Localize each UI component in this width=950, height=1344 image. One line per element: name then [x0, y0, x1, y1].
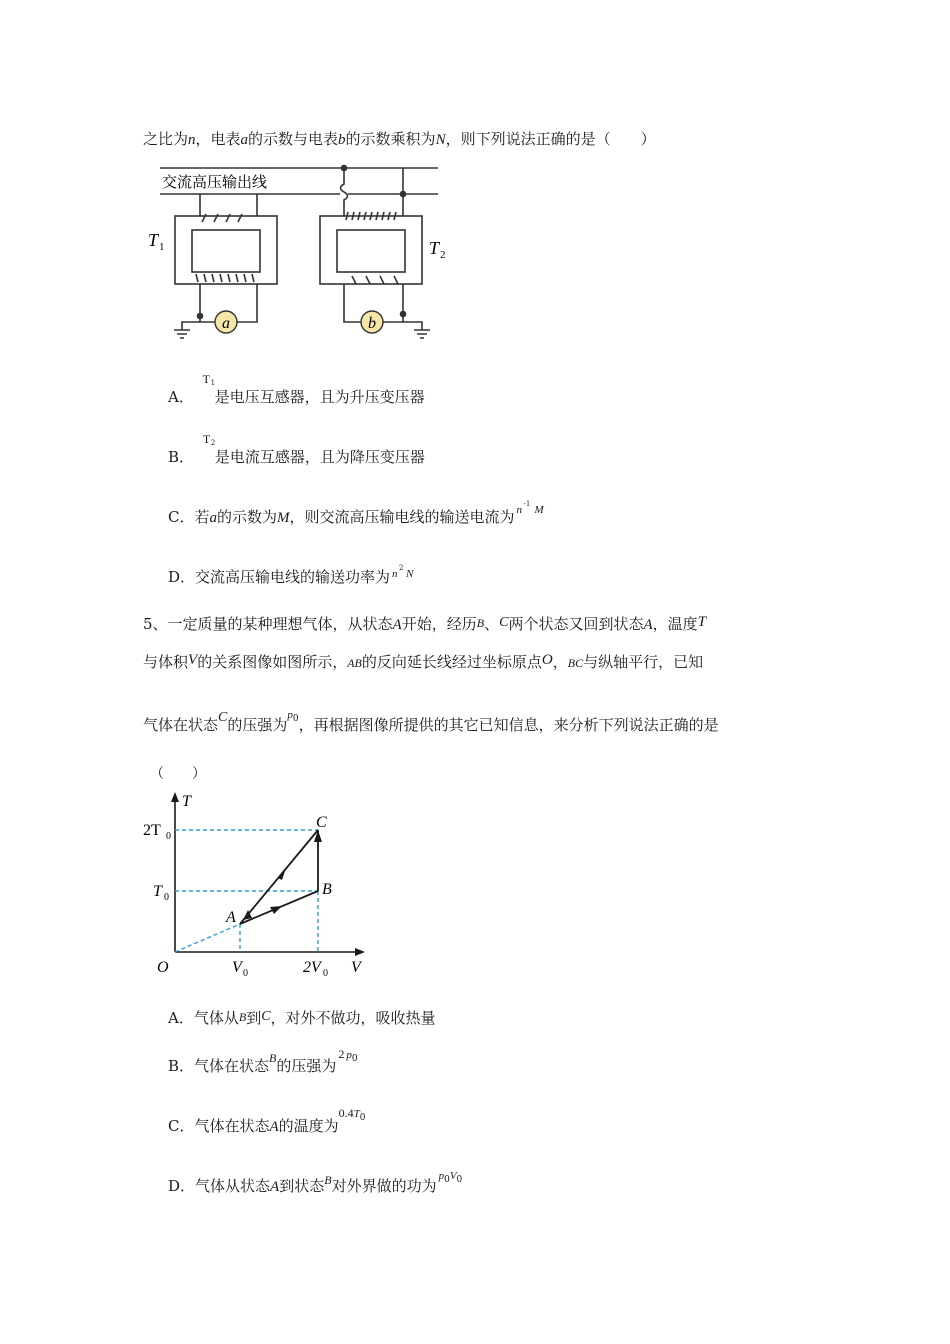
- var-A: A: [643, 617, 653, 633]
- t2-ground-symbol: [414, 330, 430, 338]
- formula-exp: 2: [399, 564, 404, 572]
- q5-text: 的压强为: [227, 716, 288, 734]
- point-a-label: A: [226, 909, 236, 926]
- y-tick-t0-sub: 0: [164, 892, 169, 903]
- option-label: A．: [168, 388, 194, 406]
- q4-stem-text: 之比为: [143, 130, 189, 148]
- y-axis-arrow: [171, 792, 179, 802]
- symbol-sub: 1: [210, 379, 216, 387]
- var-a: a: [209, 510, 217, 526]
- t2-label: T: [429, 238, 440, 258]
- t1-label: T: [148, 230, 159, 250]
- symbol-t1: [199, 372, 216, 402]
- junction-dot: [342, 166, 347, 171]
- var-A: A: [392, 617, 402, 633]
- formula-2p0: [338, 1044, 357, 1062]
- point-b-label: B: [322, 881, 332, 898]
- formula-val: 2: [338, 1047, 345, 1061]
- t1-inner-core: [192, 230, 260, 272]
- q5-text: 5、一定质量的某种理想气体，从状态: [143, 615, 393, 633]
- option-text: 对外界做的功为: [331, 1177, 437, 1195]
- formula-p: p: [287, 709, 293, 721]
- t2-outer-core: [320, 216, 422, 284]
- formula-val: 0.4: [338, 1106, 354, 1120]
- y-axis-label: T: [182, 793, 191, 810]
- var-T: T: [697, 614, 706, 630]
- symbol-t2: [199, 432, 216, 462]
- tv-graph: [140, 790, 370, 980]
- symbol-t: T: [202, 432, 211, 446]
- symbol-sub: 2: [210, 439, 216, 447]
- var-A: A: [270, 1179, 280, 1195]
- q5-option-c[interactable]: [168, 1106, 366, 1137]
- t2-primary-coil: [346, 212, 396, 220]
- x-axis-arrow: [355, 948, 365, 956]
- t1-ground-symbol: [174, 330, 190, 338]
- formula-sub: 0: [444, 1175, 450, 1185]
- q5-text: 气体在状态: [143, 716, 219, 734]
- q5-option-a[interactable]: [168, 1007, 436, 1028]
- option-label: A．气体从: [168, 1009, 239, 1027]
- var-B: B: [476, 616, 485, 630]
- junction-dot: [401, 192, 406, 197]
- option-label: D．交流高压输电线的输送功率为: [168, 568, 391, 586]
- y-tick-2t0: 2T: [143, 822, 161, 839]
- t2-secondary-lead: [383, 284, 403, 322]
- formula-sub: 0: [292, 714, 299, 724]
- q5-option-d[interactable]: [168, 1170, 463, 1197]
- formula-p: p: [346, 1049, 352, 1061]
- q5-text: 、: [484, 615, 500, 633]
- option-text: 到状态: [279, 1177, 325, 1195]
- symbol-t: T: [202, 372, 210, 386]
- option-text: 的压强为: [276, 1057, 337, 1075]
- q5-stem-line2: [143, 651, 703, 672]
- var-O: O: [541, 652, 553, 668]
- t1-outer-core: [175, 216, 277, 284]
- formula-exp: -1: [523, 500, 531, 508]
- q5-text: 两个状态又回到状态: [508, 615, 644, 633]
- q4-option-c[interactable]: [168, 500, 551, 527]
- formula-sub: 0: [359, 1113, 366, 1123]
- option-label: D．气体从状态: [168, 1177, 271, 1195]
- x-tick-v0-sub: 0: [243, 968, 248, 979]
- var-BC: BC: [567, 656, 584, 670]
- formula-sub: 0: [351, 1054, 358, 1064]
- meter-b-label: b: [368, 315, 376, 332]
- t2-secondary-lead: [344, 284, 361, 322]
- var-B: B: [238, 1010, 247, 1024]
- formula-M: M: [534, 504, 544, 516]
- option-text: 的温度为: [278, 1117, 339, 1135]
- hv-line-label: 交流高压输出线: [162, 173, 268, 191]
- var-N: N: [435, 132, 446, 148]
- t1-secondary-coil: [196, 274, 254, 282]
- q4-stem-text: ，则下列说法正确的是（ ）: [445, 130, 656, 148]
- var-AB: AB: [347, 656, 362, 670]
- option-label: C．若: [168, 508, 210, 526]
- formula-N: N: [406, 568, 414, 580]
- option-text: ，对外不做功，吸收热量: [270, 1009, 436, 1027]
- arrow-ab: [270, 906, 282, 914]
- formula-04t0: [339, 1103, 366, 1121]
- point-c-label: C: [316, 814, 327, 831]
- q4-option-b[interactable]: [168, 432, 425, 467]
- var-V: V: [188, 652, 198, 668]
- formula-n: n: [392, 568, 398, 580]
- var-B: B: [324, 1173, 332, 1187]
- q5-text: ，温度: [652, 615, 698, 633]
- option-text: ，则交流高压输电线的输送电流为: [289, 508, 515, 526]
- t2-ground-wire: [403, 322, 422, 330]
- var-A: A: [269, 1119, 279, 1135]
- q4-option-d[interactable]: [168, 566, 420, 587]
- q5-text: 开始，经历: [401, 615, 477, 633]
- q5-stem-line3: [143, 709, 719, 736]
- dash-extension: [175, 924, 240, 952]
- formula-V: V: [449, 1170, 457, 1182]
- var-C: C: [261, 1009, 271, 1024]
- formula-p: p: [438, 1170, 445, 1182]
- q4-option-a[interactable]: [168, 372, 425, 407]
- junction-dot: [198, 314, 203, 319]
- option-text: 是电流互感器，且为降压变压器: [214, 448, 425, 466]
- formula-p0: [287, 704, 298, 722]
- y-tick-t0: T: [153, 883, 162, 900]
- var-C: C: [499, 615, 509, 630]
- arrow-ca: [278, 868, 286, 880]
- formula-n: n: [516, 504, 523, 516]
- q5-stem-line1: [143, 613, 706, 634]
- q5-text: 与体积: [143, 653, 189, 671]
- var-B: B: [269, 1051, 277, 1065]
- transformer-circuit-figure: [140, 158, 450, 343]
- t2-secondary-coil: [352, 276, 398, 284]
- t2-inner-core: [337, 230, 405, 272]
- t2-sub-label: 2: [440, 249, 446, 261]
- q5-option-b[interactable]: [168, 1047, 358, 1077]
- crossover-wire: [341, 168, 348, 206]
- var-n: n: [188, 132, 196, 148]
- x-tick-v0: V: [232, 959, 242, 976]
- q5-text: 与纵轴平行，已知: [583, 653, 704, 671]
- meter-a-label: a: [222, 315, 230, 332]
- q5-text: ，再根据图像所提供的其它已知信息，来分析下列说法正确的是: [298, 716, 719, 734]
- formula-p0v0: [439, 1165, 463, 1183]
- var-b: b: [338, 132, 346, 148]
- formula-sub: 0: [456, 1175, 463, 1185]
- x-tick-2v0-sub: 0: [323, 968, 328, 979]
- q5-text: 的反向延长线经过坐标原点: [361, 653, 542, 671]
- q4-stem: [143, 128, 656, 149]
- option-text: 是电压互感器，且为升压变压器: [214, 388, 425, 406]
- q4-stem-text: ，电表: [195, 130, 241, 148]
- q4-stem-text: 的示数与电表: [248, 130, 339, 148]
- t1-sub-label: 1: [159, 241, 165, 253]
- formula-T: T: [353, 1108, 360, 1120]
- q4-stem-text: 的示数乘积为: [345, 130, 436, 148]
- var-a: a: [240, 132, 249, 148]
- var-C: C: [218, 710, 228, 725]
- junction-dot: [401, 312, 406, 317]
- q5-text: 的关系图像如图所示，: [197, 653, 348, 671]
- option-label: C．气体在状态: [168, 1117, 270, 1135]
- option-text: 到: [246, 1009, 262, 1027]
- x-tick-2v0: 2V: [303, 959, 321, 976]
- t1-ground-wire: [182, 322, 200, 330]
- q5-answer-paren: （ ）: [150, 766, 206, 782]
- option-label: B．: [168, 448, 195, 466]
- origin-label: O: [157, 959, 169, 976]
- y-tick-2t0-sub: 0: [166, 831, 171, 842]
- t1-secondary-lead: [237, 284, 257, 322]
- arrow-bc: [314, 830, 322, 842]
- option-label: B．气体在状态: [168, 1057, 270, 1075]
- x-axis-label: V: [351, 959, 361, 976]
- t1-primary-coil: [202, 214, 242, 222]
- option-text: 的示数为: [216, 508, 277, 526]
- q5-text: ，: [552, 653, 568, 671]
- var-M: M: [277, 510, 290, 526]
